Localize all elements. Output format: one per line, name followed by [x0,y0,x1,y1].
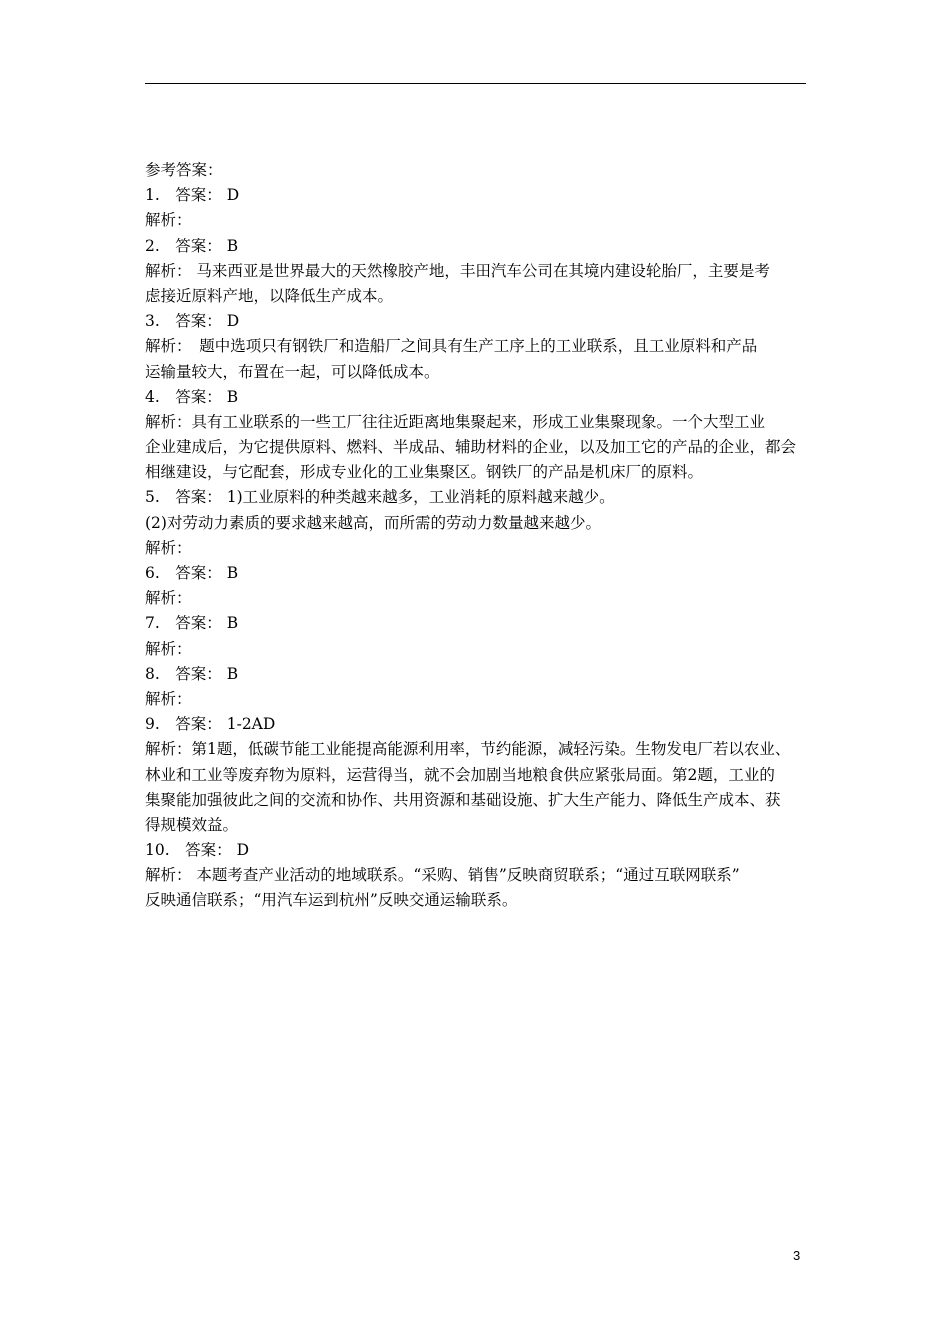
explanation-2-line-1: 解析： 马来西亚是世界最大的天然橡胶产地，丰田汽车公司在其境内建设轮胎厂，主要是考 [145,261,770,280]
answer-6: 6. 答案： B [145,564,239,582]
page-number: 3 [793,1248,801,1263]
explanation-3-line-2: 运输量较大，布置在一起，可以降低成本。 [145,362,440,381]
explanation-10-line-2: 反映通信联系；“用汽车运到杭州”反映交通运输联系。 [145,891,518,910]
explanation-1: 解析： [145,211,192,230]
explanation-5: 解析： [145,538,192,557]
explanation-9-line-2: 林业和工业等废弃物为原料，运营得当，就不会加剧当地粮食供应紧张局面。第2题，工业的 [145,765,775,784]
answer-5-line-1: 5. 答案： 1)工业原料的种类越来越多，工业消耗的原料越来越少。 [145,488,615,507]
answer-10: 10. 答案： D [145,841,250,860]
answer-8: 8. 答案： B [145,664,239,683]
explanation-9-line-3: 集聚能加强彼此之间的交流和协作、共用资源和基础设施、扩大生产能力、降低生产成本、获 [145,790,781,809]
answer-7: 7. 答案： B [145,614,239,633]
answer-key-heading: 参考答案： [145,161,223,179]
answer-1: 1. 答案： D [145,186,240,205]
explanation-9-line-1: 解析：第1题，低碳节能工业能提高能源利用率，节约能源，减轻污染。生物发电厂若以农业、 [145,740,791,759]
answer-5-line-2: (2)对劳动力素质的要求越来越高，而所需的劳动力数量越来越少。 [145,513,601,532]
answer-9: 9. 答案： 1-2AD [145,715,276,734]
explanation-9-line-4: 得规模效益。 [145,815,239,834]
explanation-8: 解析： [145,689,192,708]
explanation-4-line-3: 相继建设，与它配套，形成专业化的工业集聚区。钢铁厂的产品是机床厂的原料。 [145,463,704,482]
answer-3: 3. 答案： D [145,312,240,331]
explanation-4-line-1: 解析：具有工业联系的一些工厂往往近距离地集聚起来，形成工业集聚现象。一个大型工业 [145,412,766,431]
explanation-3-line-1: 解析： 题中选项只有钢铁厂和造船厂之间具有生产工序上的工业联系，且工业原料和产品 [145,337,758,356]
explanation-7: 解析： [145,639,192,658]
answer-2: 2. 答案： B [145,236,239,255]
explanation-6: 解析： [145,589,192,608]
explanation-4-line-2: 企业建成后，为它提供原料、燃料、半成品、辅助材料的企业，以及加工它的产品的企业，都会 [145,438,797,457]
explanation-10-line-1: 解析： 本题考查产业活动的地域联系。“采购、销售”反映商贸联系；“通过互联网联系” [145,866,740,885]
answer-key-body [145,158,813,914]
answer-4: 4. 答案： B [145,387,239,406]
header-rule [145,83,806,84]
explanation-2-line-2: 虑接近原料产地，以降低生产成本。 [145,286,394,305]
